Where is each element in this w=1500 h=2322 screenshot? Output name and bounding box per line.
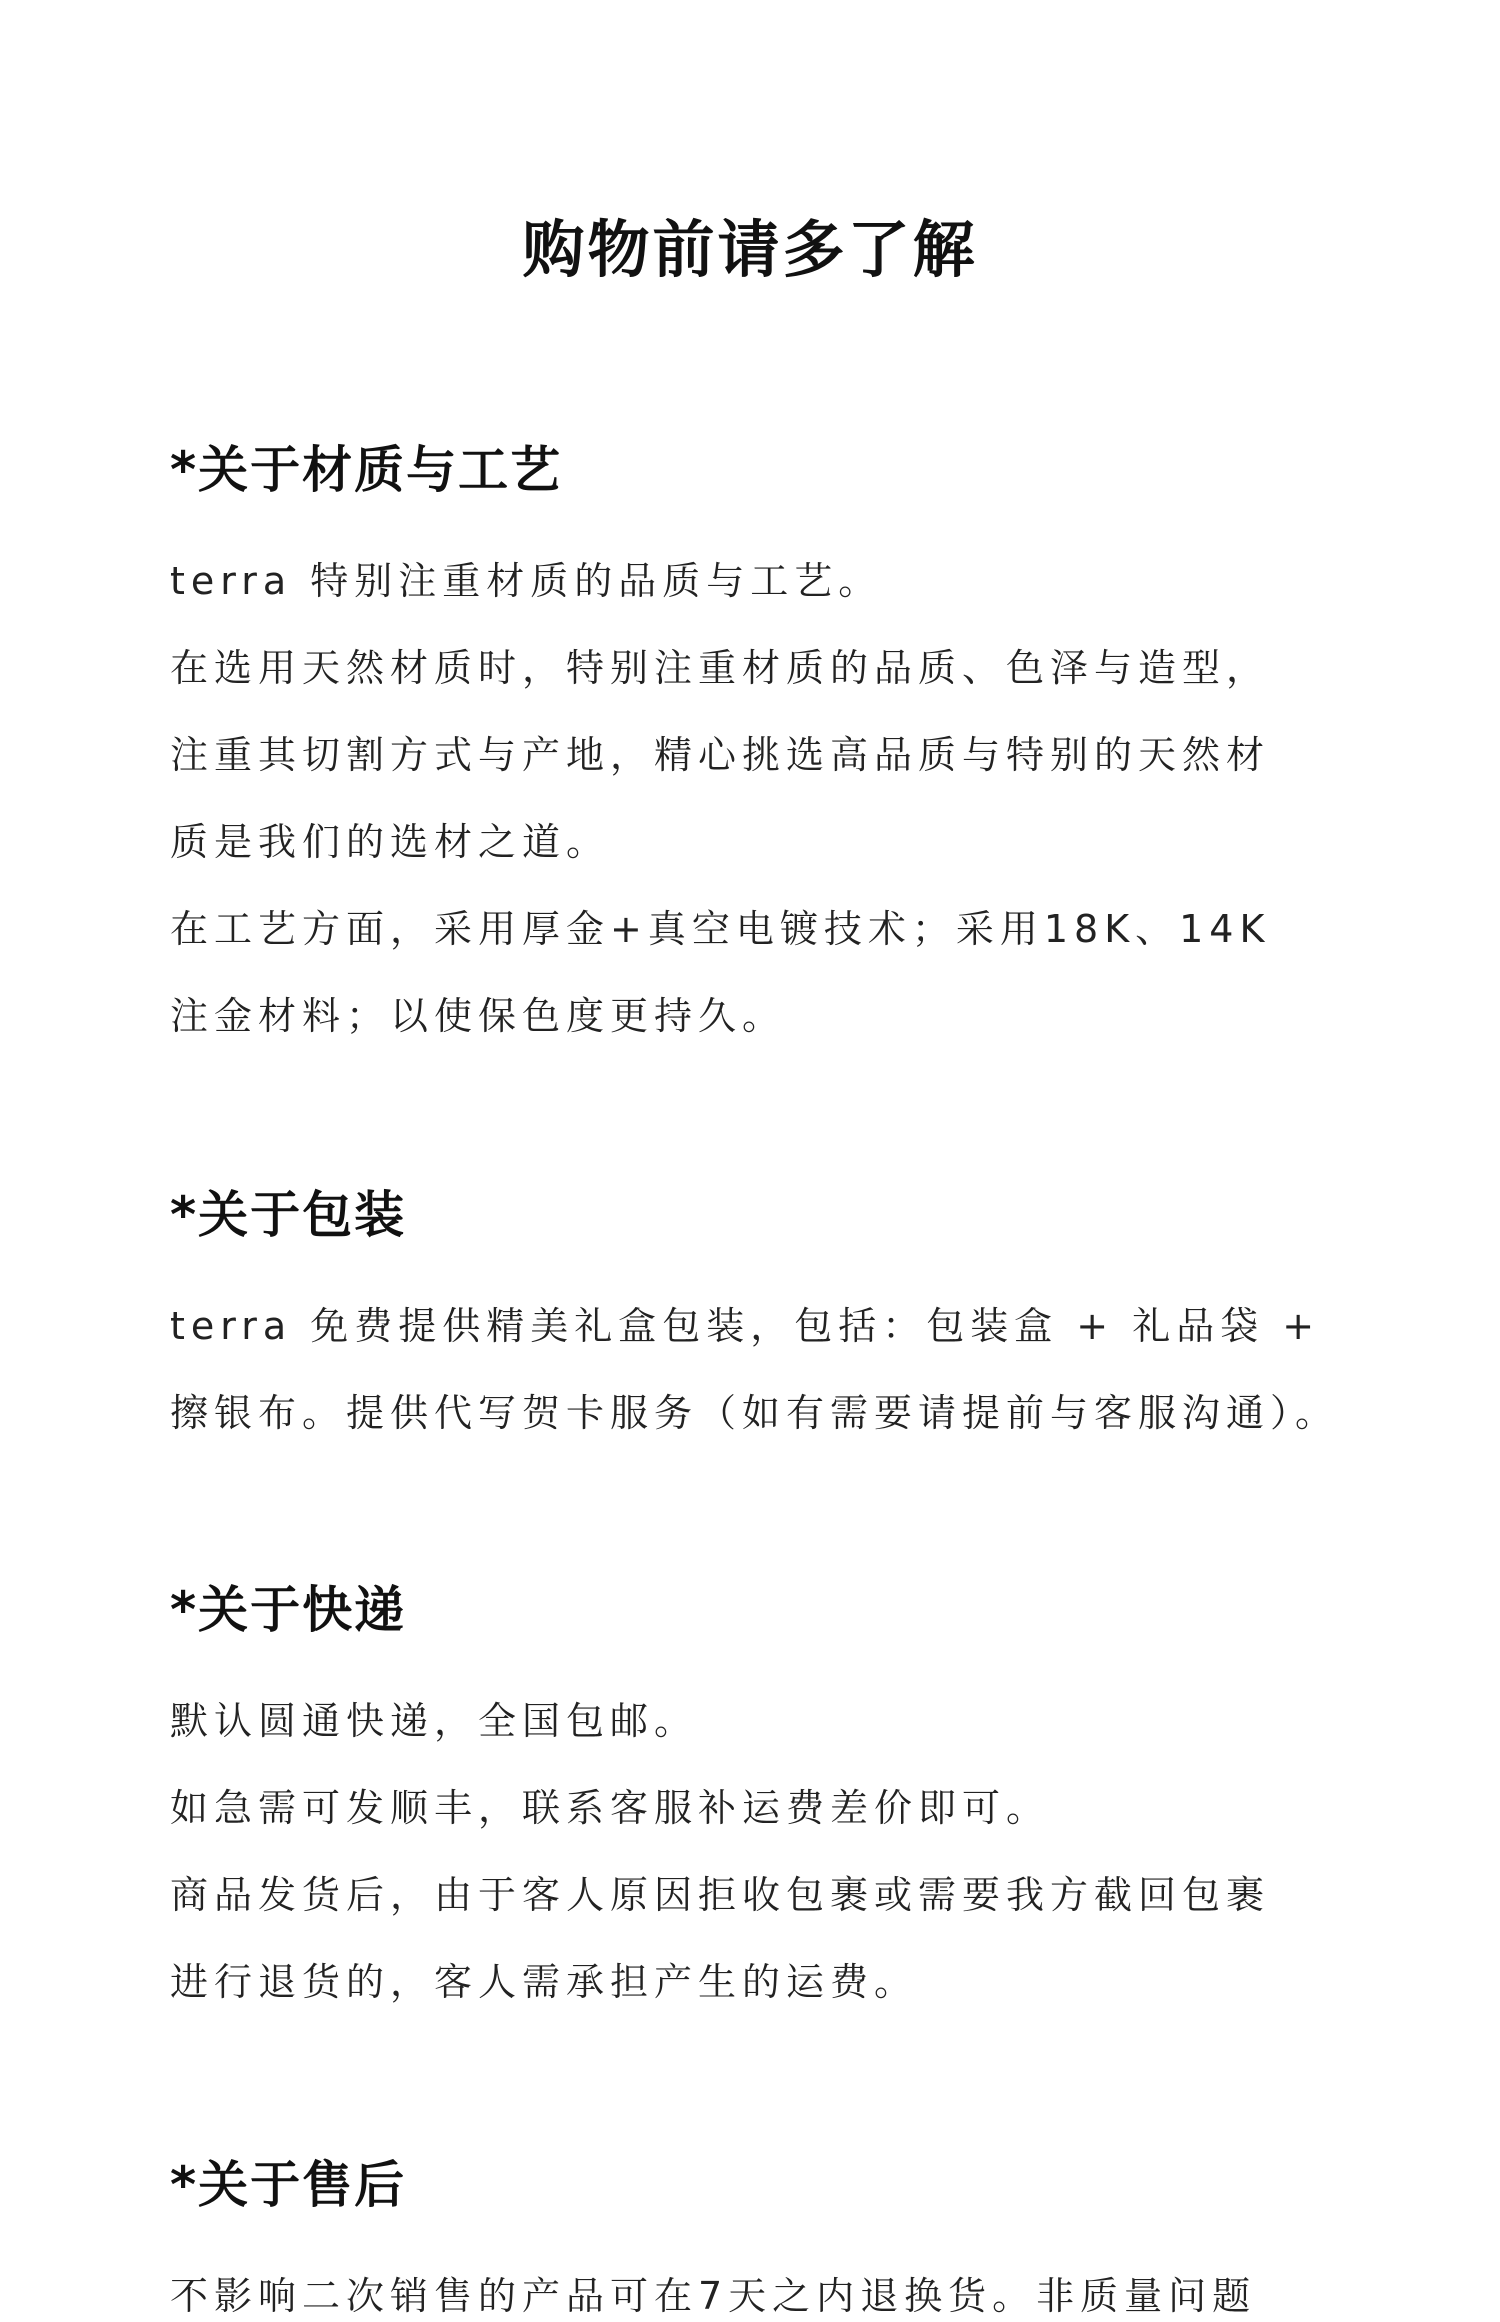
paragraph-line: 进行退货的，客人需承担产生的运费。 <box>170 1960 919 2004</box>
paragraph-line: 在选用天然材质时，特别注重材质的品质、色泽与造型， <box>170 646 1271 690</box>
paragraph-line: terra 特别注重材质的品质与工艺。 <box>170 559 883 603</box>
paragraph-line: 擦银布。提供代写贺卡服务（如有需要请提前与客服沟通）。 <box>170 1391 1340 1435</box>
paragraph-line: 注金材料；以使保色度更持久。 <box>170 994 787 1038</box>
section-body-express <box>170 1678 1390 2026</box>
section-heading-express: *关于快递 <box>170 1581 407 1639</box>
paragraph-line: 注重其切割方式与产地，精心挑选高品质与特别的天然材 <box>170 733 1271 777</box>
section-heading-aftersale: *关于售后 <box>170 2156 407 2214</box>
paragraph-line: 质是我们的选材之道。 <box>170 820 611 864</box>
paragraph-line: 默认圆通快递，全国包邮。 <box>170 1699 699 1743</box>
section-body-material <box>170 538 1390 1060</box>
page-title: 购物前请多了解 <box>522 213 978 286</box>
section-heading-packaging: *关于包装 <box>170 1186 407 1244</box>
section-material <box>170 430 1390 1060</box>
section-packaging <box>170 1175 1390 1457</box>
paragraph-line: 如急需可发顺丰，联系客服补运费差价即可。 <box>170 1786 1051 1830</box>
paragraph-line: 商品发货后，由于客人原因拒收包裹或需要我方截回包裹 <box>170 1873 1271 1917</box>
section-aftersale <box>170 2145 1390 2322</box>
section-body-aftersale <box>170 2253 1390 2322</box>
paragraph-line: 不影响二次销售的产品可在7天之内退换货。非质量问题 <box>170 2274 1257 2318</box>
section-heading-material: *关于材质与工艺 <box>170 441 563 499</box>
section-express <box>170 1570 1390 2026</box>
section-body-packaging <box>170 1283 1390 1457</box>
paragraph-line: terra 免费提供精美礼盒包装，包括：包装盒 + 礼品袋 + <box>170 1304 1321 1348</box>
paragraph-line: 在工艺方面，采用厚金+真空电镀技术；采用18K、14K <box>170 907 1271 951</box>
